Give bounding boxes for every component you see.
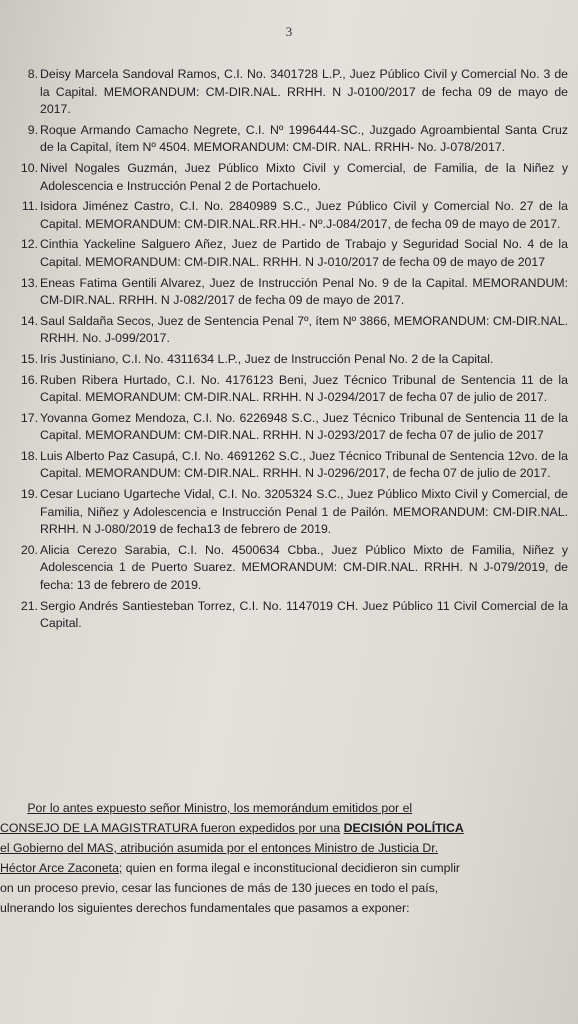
item-text: Nivel Nogales Guzmán, Juez Público Mixto Civil y Comercial, de Familia, de la Niñez y Adolescencia e Instrucción Penal 2 de Portachuelo. — [40, 160, 568, 193]
list-item — [16, 275, 568, 310]
item-text: Saul Saldaña Secos, Juez de Sentencia Penal 7º, ítem Nº 3866, MEMORANDUM: CM-DIR.NAL. RRHH. No. J-099/2017. — [40, 313, 568, 346]
item-text: Sergio Andrés Santiesteban Torrez, C.I. No. 1147019 CH. Juez Público 11 Civil Comercial de la Capital. — [40, 598, 568, 631]
list-item — [16, 236, 568, 271]
closing-text: Por lo antes expuesto señor Ministro, los memorándum emitidos por el — [27, 801, 413, 815]
list-item — [16, 598, 568, 633]
item-text: Roque Armando Camacho Negrete, C.I. Nº 1996444-SC., Juzgado Agroambiental Santa Cruz de la Capital, ítem Nº 4504. MEMORANDUM: CM-DIR. NAL. RRHH- No. J-078/2017. — [40, 122, 568, 155]
item-text: Cinthia Yackeline Salguero Añez, Juez de Partido de Trabajo y Seguridad Social No. 4 de la Capital. MEMORANDUM: CM-DIR.NAL. RRHH. N J-010/2017 de fecha 09 de mayo de 2017 — [40, 237, 568, 269]
item-number: 18. — [20, 448, 38, 463]
list-item — [16, 313, 568, 348]
item-text: Yovanna Gomez Mendoza, C.I. No. 6226948 S.C., Juez Técnico Tribunal de Sentencia 11 de la Capital. MEMORANDUM: CM-DIR.NAL. RRHH. N J-0293/2017 de fecha 07 de julio de 2017 — [40, 410, 568, 443]
item-number: 11. — [21, 199, 38, 214]
list-item — [16, 66, 568, 119]
item-text: Iris Justiniano, C.I. No. 4311634 L.P., Juez de Instrucción Penal No. 2 de la Capital. — [40, 351, 494, 366]
item-number: 15. — [20, 351, 38, 366]
list-item — [16, 542, 568, 595]
closing-line-1 — [0, 798, 566, 818]
judges-list — [16, 66, 568, 636]
item-text: Alicia Cerezo Sarabia, C.I. No. 4500634 Cbba., Juez Público Mixto de Familia, Niñez y Adolescencia 1 de Puerto Suarez. MEMORANDUM: CM-DIR.NAL. RRHH. N J-079/2019, de fecha: 13 de febrero de 2019. — [40, 542, 568, 593]
item-number: 14. — [20, 313, 38, 328]
closing-line-3 — [0, 838, 566, 858]
item-number: 17. — [20, 410, 38, 425]
list-item — [16, 160, 568, 195]
item-number: 21. — [20, 598, 38, 613]
closing-text: quien en forma ilegal e inconstitucional decidieron sin cumplir — [122, 861, 461, 875]
item-text: Eneas Fatima Gentili Alvarez, Juez de Instrucción Penal No. 9 de la Capital. MEMORANDUM: CM-DIR.NAL. RRHH. N J-082/2017 de fecha 09 de mayo de 2017. — [40, 275, 568, 308]
list-item — [16, 448, 568, 483]
closing-text: CONSEJO DE LA MAGISTRATURA fueron expedidos por una — [0, 821, 341, 835]
item-number: 16. — [20, 372, 38, 387]
item-text: Luis Alberto Paz Casupá, C.I. No. 4691262 S.C., Juez Técnico Tribunal de Sentencia 12vo. de la Capital. MEMORANDUM: CM-DIR.NAL. RRHH. N J-0296/2017, de fecha 07 de julio de 2017. — [40, 448, 568, 481]
closing-text: on un proceso previo, cesar las funciones de más de 130 jueces en todo el país, — [0, 881, 439, 895]
closing-text: el Gobierno del MAS, atribución asumida por el entonces Ministro de Justicia Dr. — [0, 841, 439, 855]
closing-line-4 — [0, 858, 566, 878]
closing-paragraph — [0, 798, 566, 918]
list-item — [16, 122, 568, 157]
list-item — [16, 351, 568, 369]
item-number: 9. — [27, 122, 38, 137]
page-number: 3 — [285, 24, 293, 39]
item-text: Deisy Marcela Sandoval Ramos, C.I. No. 3401728 L.P., Juez Público Civil y Comercial No. 3 de la Capital. MEMORANDUM: CM-DIR.NAL. RRHH. N J-0100/2017 de fecha 09 de mayo de 2017. — [40, 67, 568, 117]
item-text: Isidora Jiménez Castro, C.I. No. 2840989 S.C., Juez Público Civil y Comercial No. 27 de la Capital. MEMORANDUM: CM-DIR.NAL.RR.HH.- Nº.J-084/2017, de fecha 09 de mayo de 2017. — [40, 199, 568, 231]
closing-line-2 — [0, 818, 566, 838]
item-number: 8. — [27, 67, 38, 81]
item-text: Cesar Luciano Ugarteche Vidal, C.I. No. 3205324 S.C., Juez Público Mixto Civil y Comercial, de Familia, Niñez y Adolescencia e Instrucción Penal 1 de Pailón. MEMORANDUM: CM-DIR.NAL. RRHH. N J-080/2019 de fecha13 de febrero de 2019. — [40, 487, 568, 537]
item-number: 19. — [20, 487, 38, 502]
closing-text: ulnerando los siguientes derechos fundamentales que pasamos a exponer: — [0, 901, 410, 915]
item-text: Ruben Ribera Hurtado, C.I. No. 4176123 Beni, Juez Técnico Tribunal de Sentencia 11 de la Capital. MEMORANDUM: CM-DIR.NAL. RRHH. N J-0294/2017 de fecha 07 de julio de 2017. — [40, 372, 568, 405]
closing-line-6 — [0, 898, 566, 918]
list-item — [16, 410, 568, 445]
minister-name: Héctor Arce Zaconeta; — [0, 861, 123, 875]
list-item — [16, 198, 568, 233]
item-number: 10. — [20, 160, 38, 175]
closing-line-5 — [0, 878, 566, 898]
item-number: 20. — [20, 542, 38, 557]
political-decision-text: DECISIÓN POLÍTICA — [343, 821, 464, 835]
list-item — [16, 486, 568, 539]
closing-indent — [0, 801, 27, 815]
list-item — [16, 372, 568, 407]
item-number: 13. — [20, 275, 38, 290]
item-number: 12. — [20, 237, 38, 252]
